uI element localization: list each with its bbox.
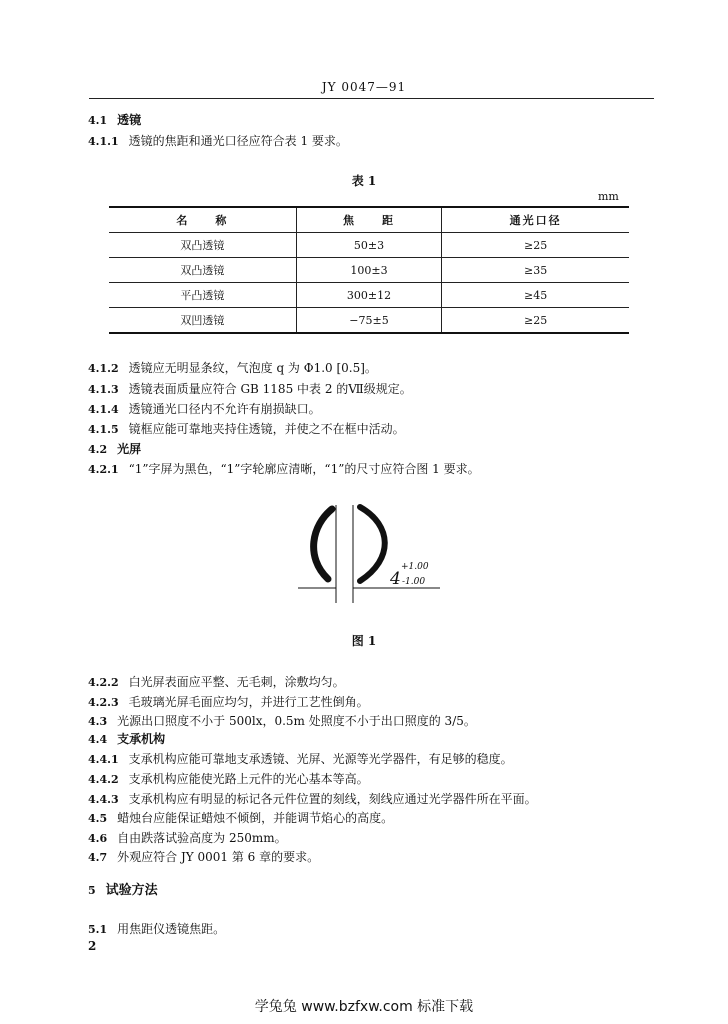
clause-5-1 bbox=[88, 921, 225, 938]
section-title: 支承机构 bbox=[117, 732, 166, 746]
clause-number: 4.2.2 bbox=[88, 676, 119, 689]
clause-number: 4.1.5 bbox=[88, 423, 119, 436]
clause-text: 用焦距仪透镜焦距。 bbox=[117, 922, 226, 936]
table-header-row bbox=[109, 207, 629, 233]
column-header-name: 名 称 bbox=[176, 214, 229, 227]
lens-spec-table bbox=[109, 206, 629, 334]
table-cell: 双凹透镜 bbox=[109, 308, 296, 334]
clause-4-1-2 bbox=[88, 360, 377, 377]
clause-number: 5.1 bbox=[88, 923, 108, 936]
clause-text: 镜框应能可靠地夹持住透镜，并使之不在框中活动。 bbox=[128, 422, 405, 436]
clause-4-3 bbox=[88, 713, 476, 730]
table-cell: 双凸透镜 bbox=[109, 233, 296, 258]
clause-4-1-1 bbox=[88, 133, 348, 150]
clause-text: 外观应符合 JY 0001 第 6 章的要求。 bbox=[117, 850, 320, 864]
clause-4-5 bbox=[88, 810, 393, 827]
table-cell: ≥45 bbox=[442, 283, 629, 308]
dimension-tolerance-lower: -1.00 bbox=[402, 577, 426, 587]
clause-text: 透镜的焦距和通光口径应符合表 1 要求。 bbox=[128, 134, 348, 148]
clause-4-2-1 bbox=[88, 461, 480, 478]
section-number: 4.1 bbox=[88, 114, 108, 127]
table-cell: 双凸透镜 bbox=[109, 258, 296, 283]
clause-number: 4.4.3 bbox=[88, 793, 119, 806]
clause-text: 光源出口照度不小于 500lx，0.5m 处照度不小于出口照度的 3/5。 bbox=[117, 714, 476, 728]
clause-number: 4.1.4 bbox=[88, 403, 119, 416]
table-cell: −75±5 bbox=[296, 308, 442, 334]
column-header-focal-length: 焦 距 bbox=[296, 207, 442, 233]
section-number: 4.2 bbox=[88, 443, 108, 456]
table-row bbox=[109, 283, 629, 308]
clause-4-6 bbox=[88, 830, 287, 847]
table-cell: ≥25 bbox=[442, 233, 629, 258]
section-title: 试验方法 bbox=[105, 883, 158, 898]
clause-text: 透镜应无明显条纹，气泡度 q 为 Φ1.0 [0.5]。 bbox=[128, 361, 377, 375]
figure-1-digit-drawing bbox=[290, 495, 470, 610]
clause-4-1-3 bbox=[88, 381, 412, 398]
clause-4-4-3 bbox=[88, 791, 537, 808]
column-header-aperture: 通光口径 bbox=[442, 207, 629, 233]
clause-4-4-2 bbox=[88, 771, 369, 788]
table-cell: ≥25 bbox=[442, 308, 629, 334]
clause-4-1-4 bbox=[88, 401, 321, 418]
table-cell: ≥35 bbox=[442, 258, 629, 283]
table-unit: mm bbox=[598, 190, 619, 203]
header-rule bbox=[89, 98, 654, 99]
table-cell: 50±3 bbox=[296, 233, 442, 258]
table-row bbox=[109, 233, 629, 258]
section-4-1-heading bbox=[88, 112, 141, 129]
table-caption: 表 1 bbox=[351, 174, 377, 188]
clause-text: 透镜通光口径内不允许有崩损缺口。 bbox=[128, 402, 321, 416]
clause-number: 4.6 bbox=[88, 832, 108, 845]
clause-number: 4.4.1 bbox=[88, 753, 119, 766]
section-4-4-heading bbox=[88, 731, 165, 748]
clause-number: 4.2.3 bbox=[88, 696, 119, 709]
clause-text: 透镜表面质量应符合 GB 1185 中表 2 的Ⅶ级规定。 bbox=[128, 382, 412, 396]
clause-4-1-5 bbox=[88, 421, 405, 438]
section-number: 5 bbox=[88, 884, 96, 897]
clause-text: 自由跌落试验高度为 250mm。 bbox=[117, 831, 287, 845]
clause-4-7 bbox=[88, 849, 319, 866]
clause-number: 4.5 bbox=[88, 812, 108, 825]
clause-text: 毛玻璃光屏毛面应均匀，并进行工艺性倒角。 bbox=[128, 695, 369, 709]
table-cell: 100±3 bbox=[296, 258, 442, 283]
clause-4-2-3 bbox=[88, 694, 369, 711]
section-title: 透镜 bbox=[117, 113, 142, 127]
right-arc-stroke bbox=[360, 507, 385, 581]
clause-text: 支承机构应有明显的标记各元件位置的刻线，刻线应通过光学器件所在平面。 bbox=[128, 792, 537, 806]
clause-text: “1”字屏为黑色，“1”字轮廓应清晰，“1”的尺寸应符合图 1 要求。 bbox=[128, 462, 480, 476]
clause-number: 4.1.1 bbox=[88, 135, 119, 148]
clause-text: 蜡烛台应能保证蜡烛不倾倒，并能调节焰心的高度。 bbox=[117, 811, 394, 825]
dimension-tolerance-upper: +1.00 bbox=[401, 562, 429, 572]
clause-number: 4.4.2 bbox=[88, 773, 119, 786]
clause-text: 白光屏表面应平整、无毛刺，涂敷均匀。 bbox=[128, 675, 345, 689]
table-cell: 300±12 bbox=[296, 283, 442, 308]
clause-number: 4.1.2 bbox=[88, 362, 119, 375]
document-header-code: JY 0047—91 bbox=[321, 80, 407, 94]
clause-number: 4.1.3 bbox=[88, 383, 119, 396]
footer-watermark-text: 学兔兔 www.bzfxw.com 标准下载 bbox=[254, 999, 474, 1015]
clause-text: 支承机构应能使光路上元件的光心基本等高。 bbox=[128, 772, 369, 786]
section-number: 4.4 bbox=[88, 733, 108, 746]
clause-number: 4.3 bbox=[88, 715, 108, 728]
clause-4-2-2 bbox=[88, 674, 345, 691]
table-row bbox=[109, 308, 629, 334]
page-number: 2 bbox=[88, 939, 97, 953]
table-row bbox=[109, 258, 629, 283]
section-title: 光屏 bbox=[117, 442, 142, 456]
clause-4-4-1 bbox=[88, 751, 513, 768]
figure-caption: 图 1 bbox=[351, 634, 377, 648]
section-5-heading bbox=[88, 883, 158, 899]
table-cell: 平凸透镜 bbox=[109, 283, 296, 308]
section-4-2-heading bbox=[88, 441, 141, 458]
clause-number: 4.7 bbox=[88, 851, 108, 864]
dimension-value: 4 bbox=[390, 569, 401, 589]
clause-number: 4.2.1 bbox=[88, 463, 119, 476]
clause-text: 支承机构应能可靠地支承透镜、光屏、光源等光学器件，有足够的稳度。 bbox=[128, 752, 513, 766]
